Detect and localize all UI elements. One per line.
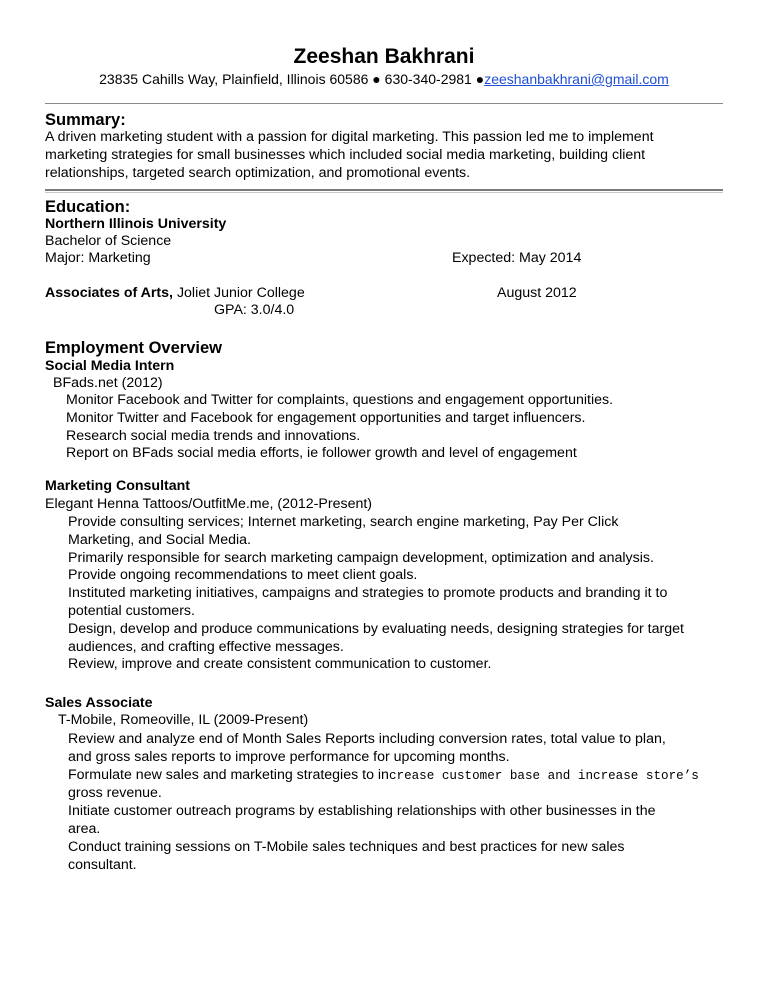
associates-degree: Associates of Arts, (45, 285, 173, 301)
job-duties (68, 514, 728, 674)
section-heading-employment: Employment Overview (45, 339, 222, 357)
job-company: T-Mobile, Romeoville, IL (2009-Present) (58, 712, 309, 728)
duty-line: gross revenue. (68, 785, 162, 802)
candidate-name: Zeeshan Bakhrani (293, 45, 475, 68)
duty-line: Research social media trends and innovations. (66, 427, 361, 444)
duty-line: Review and analyze end of Month Sales Reports including conversion rates, total value to plan, (68, 731, 666, 747)
job-company: BFads.net (2012) (53, 375, 163, 391)
job-title: Sales Associate (45, 695, 153, 711)
duty-line: consultant. (68, 856, 137, 873)
job-title: Marketing Consultant (45, 478, 191, 494)
job-title: Social Media Intern (45, 358, 175, 374)
summary-line: relationships, targeted search optimization, and promotional events. (45, 164, 471, 181)
duty-fragment: Formulate new sales and marketing strategies to in (68, 766, 389, 783)
address: 23835 Cahills Way, Plainfield, Illinois 60586 (99, 71, 369, 87)
phone: 630-340-2981 (384, 71, 472, 87)
job-duties (68, 731, 728, 874)
associates-line (45, 285, 305, 303)
expected-date: Expected: May 2014 (452, 250, 582, 266)
contact-line (0, 70, 768, 88)
duty-line: Provide consulting services; Internet marketing, search engine marketing, Pay Per Click (68, 514, 619, 530)
duty-line: potential customers. (68, 602, 195, 619)
email-link[interactable]: zeeshanbakhrani@gmail.com (484, 71, 669, 87)
section-heading-education: Education: (45, 198, 131, 216)
job-company: Elegant Henna Tattoos/OutfitMe.me, (2012-Present) (45, 496, 373, 512)
duty-line: Conduct training sessions on T-Mobile sales techniques and best practices for new sales (68, 838, 625, 855)
duty-line: Marketing, and Social Media. (68, 531, 251, 548)
duty-line: Monitor Facebook and Twitter for complaints, questions and engagement opportunities. (66, 392, 614, 408)
divider (45, 103, 723, 104)
duty-fragment-mono: crease customer base and increase store’s (388, 768, 699, 783)
duty-line: area. (68, 820, 101, 837)
duty-line: Initiate customer outreach programs by establishing relationships with other businesses in the (68, 803, 656, 820)
duty-line (68, 767, 728, 786)
major: Major: Marketing (45, 250, 151, 266)
duty-line: Report on BFads social media efforts, ie follower growth and level of engagement (66, 445, 577, 462)
associates-date: August 2012 (497, 285, 577, 301)
summary-line: A driven marketing student with a passion for digital marketing. This passion led me to implement (45, 129, 654, 145)
section-heading-summary: Summary: (45, 111, 126, 129)
duty-line: Primarily responsible for search marketing campaign development, optimization and analysis. (68, 549, 654, 566)
degree: Bachelor of Science (45, 233, 172, 249)
duty-line: Monitor Twitter and Facebook for engagement opportunities and target influencers. (66, 409, 586, 426)
duty-line: Review, improve and create consistent communication to customer. (68, 656, 492, 673)
summary-text (45, 129, 725, 182)
gpa: GPA: 3.0/4.0 (214, 302, 295, 318)
duty-line: audiences, and crafting effective messages. (68, 638, 344, 655)
job-duties (66, 392, 726, 463)
bullet-icon: ● (372, 71, 381, 87)
duty-line: Provide ongoing recommendations to meet client goals. (68, 567, 418, 584)
associates-school: Joliet Junior College (176, 285, 305, 301)
school-name: Northern Illinois University (45, 216, 227, 232)
duty-line: Design, develop and produce communications by evaluating needs, designing strategies for target (68, 620, 684, 637)
duty-line: and gross sales reports to improve performance for upcoming months. (68, 748, 510, 765)
duty-line: Instituted marketing initiatives, campaigns and strategies to promote products and branding it to (68, 585, 668, 602)
divider (45, 189, 723, 193)
summary-line: marketing strategies for small businesses which included social media marketing, building client (45, 146, 646, 163)
bullet-icon: ● (475, 71, 485, 87)
